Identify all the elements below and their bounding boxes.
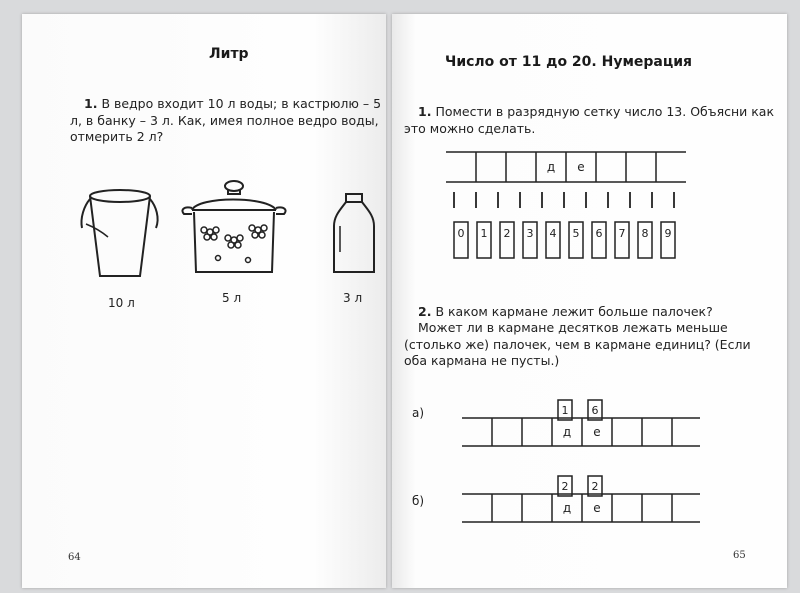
right-task-2 <box>404 304 774 321</box>
right-task-1-number: 1. <box>418 104 432 119</box>
left-task-1-text: В ведро входит 10 л воды; в кастрюлю – 5 л, в банку – 3 л. Как, имея полное ведро воды, отмерить 2 л? <box>70 96 382 144</box>
digit-cards <box>452 220 682 260</box>
variant-a-label-tens: д <box>562 425 572 439</box>
grid-label-units: е <box>577 160 585 174</box>
grid-label-tens: д <box>546 160 556 174</box>
digit-card-7: 7 <box>618 227 626 240</box>
right-task-2-line2: Может ли в кармане десятков лежать меньше (столько же) палочек, чем в кармане единиц? (Если оба кармана не пусты.) <box>404 320 751 368</box>
variant-b-card-units: 2 <box>591 480 599 493</box>
right-task-1-text: Помести в разрядную сетку число 13. Объясни как это можно сделать. <box>404 104 775 136</box>
place-value-grid <box>440 148 690 188</box>
right-task-1 <box>404 104 776 137</box>
digit-card-1: 1 <box>480 227 488 240</box>
digit-card-8: 8 <box>641 227 649 240</box>
left-task-1-number: 1. <box>84 96 98 111</box>
bucket-caption: 10 л <box>108 296 135 310</box>
left-page-number: 64 <box>68 552 81 563</box>
pot-image <box>178 180 288 280</box>
digit-card-9: 9 <box>664 227 672 240</box>
variant-b-card-tens: 2 <box>561 480 569 493</box>
right-page-number: 65 <box>733 550 746 561</box>
variant-a-grid <box>460 398 704 450</box>
variant-a-card-tens: 1 <box>561 404 569 417</box>
right-task-2-number: 2. <box>418 304 432 319</box>
jar-caption: 3 л <box>343 291 363 305</box>
digit-card-6: 6 <box>595 227 603 240</box>
digit-card-4: 4 <box>549 227 557 240</box>
variant-b-label-tens: д <box>562 501 572 515</box>
right-task-2-question <box>404 320 770 370</box>
variant-b-grid <box>460 474 704 526</box>
right-task-2-line1: В каком кармане лежит больше палочек? <box>435 304 713 319</box>
pot-caption: 5 л <box>222 291 242 305</box>
variant-a-card-units: 6 <box>591 404 599 417</box>
digit-card-5: 5 <box>572 227 580 240</box>
variant-a-label: а) <box>412 406 425 420</box>
variant-b-label-units: е <box>593 501 601 515</box>
digit-card-0: 0 <box>457 227 465 240</box>
digit-card-3: 3 <box>526 227 534 240</box>
counting-sticks <box>450 190 690 210</box>
left-page-title: Литр <box>209 46 249 62</box>
bucket-image <box>76 182 160 282</box>
jar-image <box>330 192 380 276</box>
digit-card-2: 2 <box>503 227 511 240</box>
left-task-1 <box>70 96 390 146</box>
right-page-title: Число от 11 до 20. Нумерация <box>445 54 693 70</box>
variant-b-label: б) <box>412 494 425 508</box>
variant-a-label-units: е <box>593 425 601 439</box>
